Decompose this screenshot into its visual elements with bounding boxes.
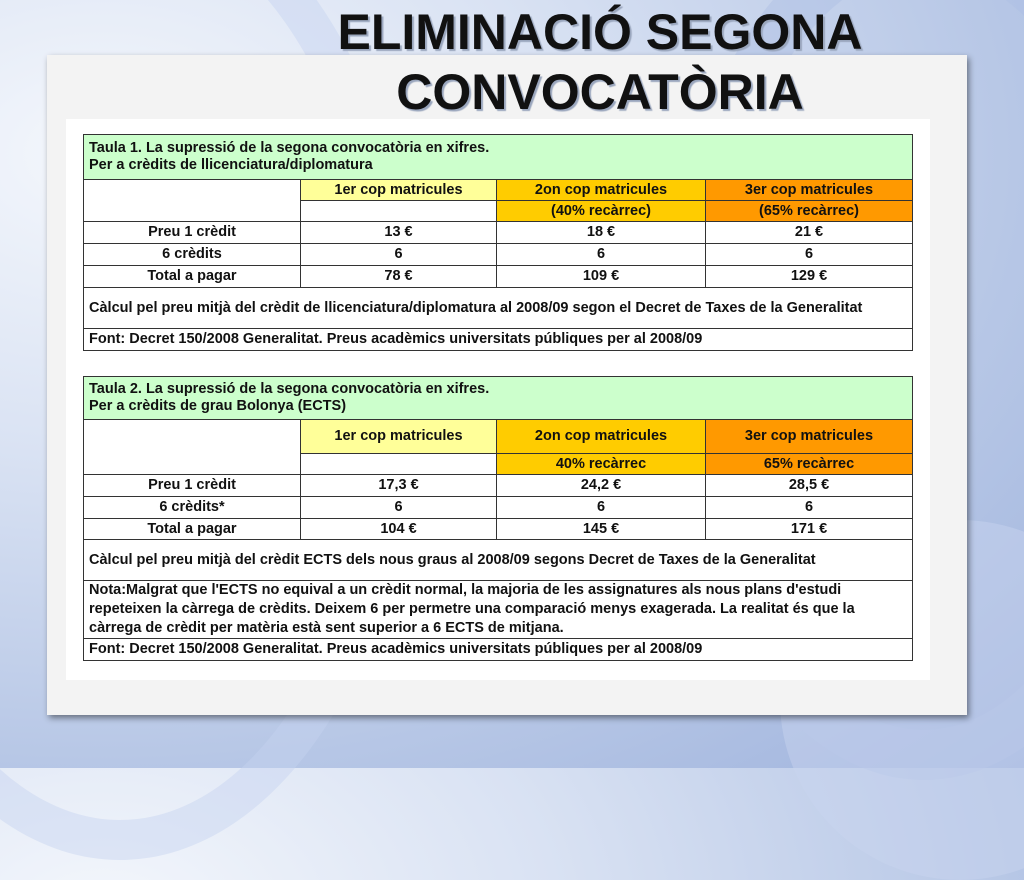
empty-cell xyxy=(84,420,301,475)
cell-value: 6 xyxy=(301,244,497,266)
cell-value: 171 € xyxy=(706,519,913,540)
cell-value: 28,5 € xyxy=(706,475,913,497)
col-subheader-2: 40% recàrrec xyxy=(497,454,706,475)
row-label: Total a pagar xyxy=(84,519,301,540)
ects-note: Nota:Malgrat que l'ECTS no equival a un crèdit normal, la majoria de les assignatures als nous plans d'estudi repeteixen la càrrega de crèdits. Deixem 6 per permetre una comparació menys exagerada. La realitat és que la càrrega de crèdit per matèria està sent superior a 6 ECTS de mitjana. xyxy=(84,581,913,639)
title-line-2: CONVOCATÒRIA xyxy=(396,64,804,120)
table-1-note-row xyxy=(84,288,913,329)
table-1-header-row xyxy=(84,180,913,201)
table-row xyxy=(84,266,913,288)
source-note: Font: Decret 150/2008 Generalitat. Preus acadèmics universitats públiques per al 2008/09 xyxy=(84,639,913,661)
calc-note: Càlcul pel preu mitjà del crèdit de llicenciatura/diplomatura al 2008/09 segon el Decret de Taxes de la Generalitat xyxy=(84,288,913,329)
empty-cell xyxy=(301,201,497,222)
col-header-3: 3er cop matricules xyxy=(706,420,913,454)
cell-value: 6 xyxy=(497,244,706,266)
cell-value: 18 € xyxy=(497,222,706,244)
table-1-caption-line-2: Per a crèdits de llicenciatura/diplomatura xyxy=(89,157,373,173)
cell-value: 6 xyxy=(706,497,913,519)
table-1-caption-line-1: Taula 1. La supressió de la segona convocatòria en xifres. xyxy=(89,140,490,156)
col-header-1: 1er cop matricules xyxy=(301,180,497,201)
table-row xyxy=(84,244,913,266)
cell-value: 109 € xyxy=(497,266,706,288)
cell-value: 6 xyxy=(706,244,913,266)
table-2-caption xyxy=(84,377,913,420)
table-2-calc-row xyxy=(84,540,913,581)
empty-cell xyxy=(301,454,497,475)
cell-value: 145 € xyxy=(497,519,706,540)
table-row xyxy=(84,475,913,497)
col-header-1: 1er cop matricules xyxy=(301,420,497,454)
row-label: Preu 1 crèdit xyxy=(84,475,301,497)
cell-value: 78 € xyxy=(301,266,497,288)
cell-value: 6 xyxy=(497,497,706,519)
empty-cell xyxy=(84,180,301,222)
table-2-source-row xyxy=(84,639,913,661)
cell-value: 21 € xyxy=(706,222,913,244)
cell-value: 17,3 € xyxy=(301,475,497,497)
cell-value: 129 € xyxy=(706,266,913,288)
table-2-header-row xyxy=(84,420,913,454)
table-1-source-row xyxy=(84,329,913,351)
table-row xyxy=(84,497,913,519)
cell-value: 24,2 € xyxy=(497,475,706,497)
col-header-3: 3er cop matricules xyxy=(706,180,913,201)
table-row xyxy=(84,222,913,244)
row-label: 6 crèdits* xyxy=(84,497,301,519)
col-header-2: 2on cop matricules xyxy=(497,420,706,454)
col-subheader-3: 65% recàrrec xyxy=(706,454,913,475)
table-2-caption-row xyxy=(84,377,913,420)
title-line-1: ELIMINACIÓ SEGONA xyxy=(337,4,863,60)
col-subheader-2: (40% recàrrec) xyxy=(497,201,706,222)
table-2-caption-line-2: Per a crèdits de grau Bolonya (ECTS) xyxy=(89,398,347,414)
table-2-ects-row xyxy=(84,581,913,639)
col-header-2: 2on cop matricules xyxy=(497,180,706,201)
cell-value: 104 € xyxy=(301,519,497,540)
table-1 xyxy=(83,134,913,351)
table-2-caption-line-1: Taula 2. La supressió de la segona convocatòria en xifres. xyxy=(89,381,490,397)
row-label: Total a pagar xyxy=(84,266,301,288)
table-2 xyxy=(83,376,913,661)
table-row xyxy=(84,519,913,540)
col-subheader-3: (65% recàrrec) xyxy=(706,201,913,222)
calc-note: Càlcul pel preu mitjà del crèdit ECTS dels nous graus al 2008/09 segons Decret de Taxes de la Generalitat xyxy=(84,540,913,581)
source-note: Font: Decret 150/2008 Generalitat. Preus acadèmics universitats públiques per al 2008/09 xyxy=(84,329,913,351)
slide-title xyxy=(230,2,970,122)
row-label: 6 crèdits xyxy=(84,244,301,266)
row-label: Preu 1 crèdit xyxy=(84,222,301,244)
table-1-caption xyxy=(84,135,913,180)
table-1-caption-row xyxy=(84,135,913,180)
cell-value: 13 € xyxy=(301,222,497,244)
cell-value: 6 xyxy=(301,497,497,519)
